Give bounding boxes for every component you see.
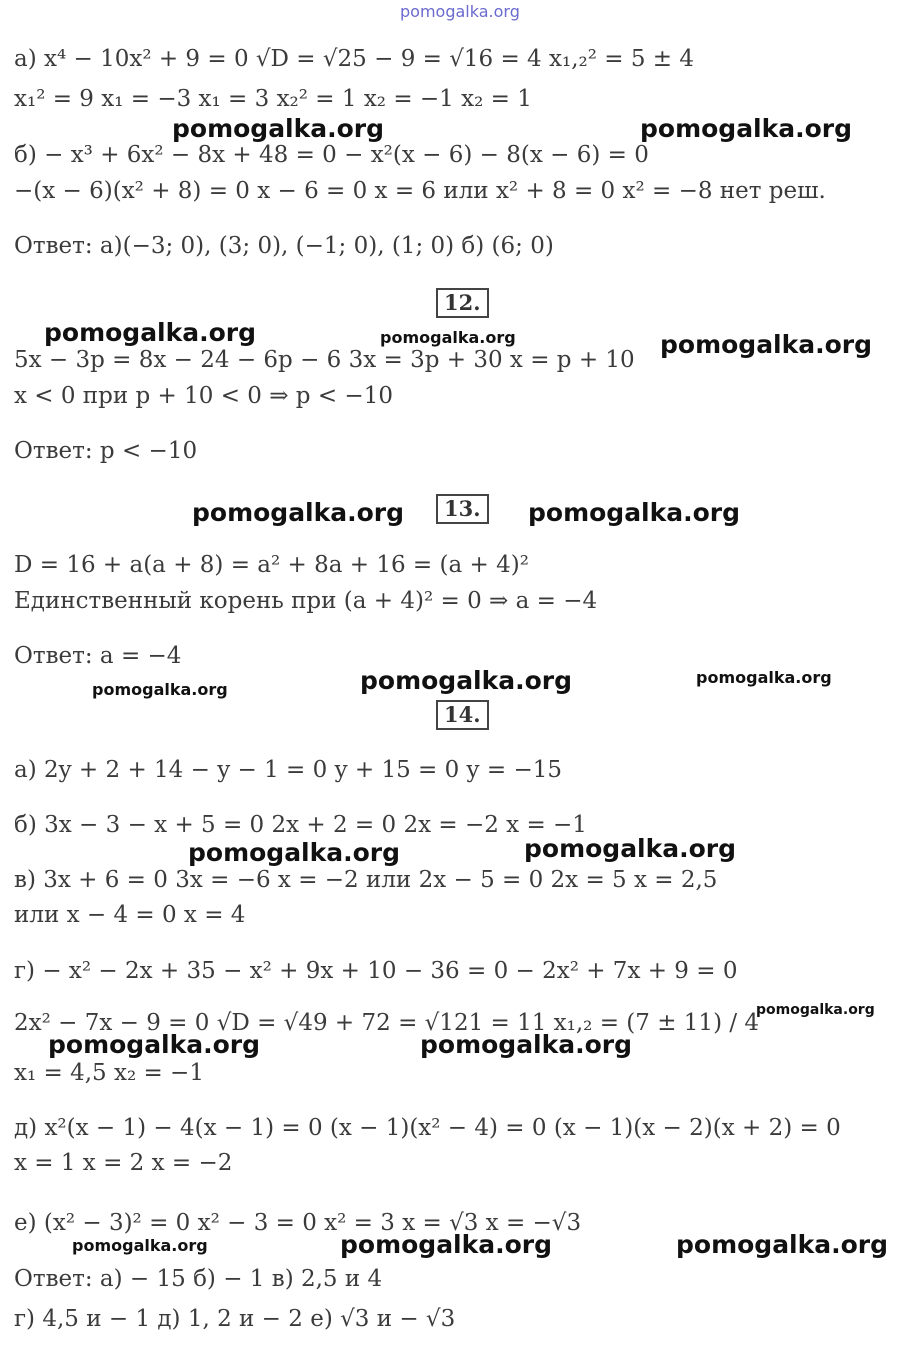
watermark: pomogalka.org xyxy=(660,330,873,359)
watermark: pomogalka.org xyxy=(44,318,257,347)
solution-line: в) 3x + 6 = 0 3x = −6 x = −2 или 2x − 5 = 0 2x = 5 x = 2,5 xyxy=(14,867,718,893)
watermark: pomogalka.org xyxy=(400,2,520,21)
solution-line: x < 0 при p + 10 < 0 ⇒ p < −10 xyxy=(14,383,393,409)
watermark: pomogalka.org xyxy=(696,668,832,687)
watermark: pomogalka.org xyxy=(756,1002,875,1018)
problem-number-13: 13. xyxy=(436,494,489,524)
answer-line: Ответ: а)(−3; 0), (3; 0), (−1; 0), (1; 0) б) (6; 0) xyxy=(14,233,554,259)
solution-line: г) − x² − 2x + 35 − x² + 9x + 10 − 36 = 0 − 2x² + 7x + 9 = 0 xyxy=(14,958,738,984)
solution-line: D = 16 + a(a + 8) = a² + 8a + 16 = (a + 4)² xyxy=(14,552,529,578)
solution-line: x = 1 x = 2 x = −2 xyxy=(14,1150,233,1176)
solution-line: x₁² = 9 x₁ = −3 x₁ = 3 x₂² = 1 x₂ = −1 x₂ = 1 xyxy=(14,86,532,112)
watermark: pomogalka.org xyxy=(420,1030,633,1059)
solution-line: −(x − 6)(x² + 8) = 0 x − 6 = 0 x = 6 или x² + 8 = 0 x² = −8 нет реш. xyxy=(14,178,826,204)
watermark: pomogalka.org xyxy=(360,666,573,695)
answer-line: г) 4,5 и − 1 д) 1, 2 и − 2 е) √3 и − √3 xyxy=(14,1306,456,1332)
problem-number-12: 12. xyxy=(436,288,489,318)
solution-line: Единственный корень при (a + 4)² = 0 ⇒ a = −4 xyxy=(14,588,598,614)
solution-line: 5x − 3p = 8x − 24 − 6p − 6 3x = 3p + 30 x = p + 10 xyxy=(14,347,635,373)
watermark: pomogalka.org xyxy=(640,114,853,143)
solution-line: а) 2y + 2 + 14 − y − 1 = 0 y + 15 = 0 y = −15 xyxy=(14,757,562,783)
solution-line: б) − x³ + 6x² − 8x + 48 = 0 − x²(x − 6) − 8(x − 6) = 0 xyxy=(14,142,649,168)
solution-line: 2x² − 7x − 9 = 0 √D = √49 + 72 = √121 = 11 x₁,₂ = (7 ± 11) / 4 xyxy=(14,1010,760,1036)
solution-line: а) x⁴ − 10x² + 9 = 0 √D = √25 − 9 = √16 = 4 x₁,₂² = 5 ± 4 xyxy=(14,46,694,72)
watermark: pomogalka.org xyxy=(48,1030,261,1059)
solution-line: x₁ = 4,5 x₂ = −1 xyxy=(14,1060,204,1086)
solution-line: б) 3x − 3 − x + 5 = 0 2x + 2 = 0 2x = −2 x = −1 xyxy=(14,812,587,838)
watermark: pomogalka.org xyxy=(188,838,401,867)
answer-line: Ответ: p < −10 xyxy=(14,438,198,464)
watermark: pomogalka.org xyxy=(340,1230,553,1259)
watermark: pomogalka.org xyxy=(192,498,405,527)
watermark: pomogalka.org xyxy=(380,328,516,347)
answer-line: Ответ: а) − 15 б) − 1 в) 2,5 и 4 xyxy=(14,1266,383,1292)
solution-line: е) (x² − 3)² = 0 x² − 3 = 0 x² = 3 x = √3 x = −√3 xyxy=(14,1210,582,1236)
watermark: pomogalka.org xyxy=(72,1236,208,1255)
watermark: pomogalka.org xyxy=(172,114,385,143)
watermark: pomogalka.org xyxy=(676,1230,889,1259)
solution-line: или x − 4 = 0 x = 4 xyxy=(14,902,246,928)
problem-number-14: 14. xyxy=(436,700,489,730)
watermark: pomogalka.org xyxy=(524,834,737,863)
watermark: pomogalka.org xyxy=(528,498,741,527)
solution-line: д) x²(x − 1) − 4(x − 1) = 0 (x − 1)(x² − 4) = 0 (x − 1)(x − 2)(x + 2) = 0 xyxy=(14,1115,841,1141)
watermark: pomogalka.org xyxy=(92,680,228,699)
answer-line: Ответ: a = −4 xyxy=(14,643,182,669)
